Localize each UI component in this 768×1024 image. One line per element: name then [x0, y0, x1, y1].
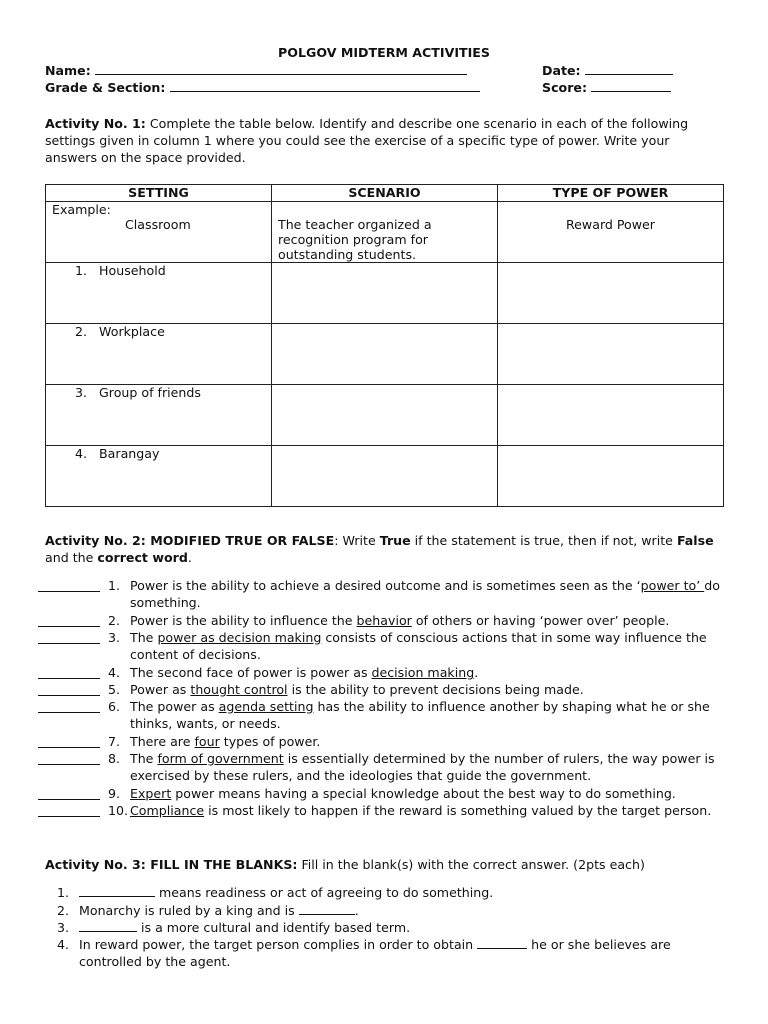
- activity2-instruction-text: if the statement is true, then if not, write: [410, 533, 677, 548]
- activity1-instruction-line3: answers on the space provided.: [45, 150, 246, 165]
- item-number: 1.: [107, 578, 120, 593]
- score-field[interactable]: [591, 80, 671, 92]
- row-setting: Group of friends: [99, 385, 201, 400]
- date-label: Date:: [542, 63, 581, 78]
- column-header-setting: SETTING: [46, 185, 272, 202]
- answer-blank[interactable]: [79, 885, 155, 897]
- power-answer-cell[interactable]: [498, 446, 724, 507]
- score-row: [542, 80, 671, 95]
- statement-text: [130, 802, 730, 819]
- power-answer-cell[interactable]: [498, 324, 724, 385]
- statement-text: [130, 750, 730, 785]
- answer-blank[interactable]: [38, 789, 100, 800]
- table-row: [46, 385, 724, 446]
- row-setting: Workplace: [99, 324, 165, 339]
- grade-row: [45, 80, 480, 95]
- answer-blank[interactable]: [38, 685, 100, 696]
- row-number: 3.: [75, 385, 88, 400]
- name-field[interactable]: [95, 63, 467, 75]
- fill-blank-post: .: [354, 903, 359, 918]
- statement-pre: There are: [130, 734, 195, 749]
- item-number: 5.: [107, 682, 120, 697]
- statement-continuation: content of decisions.: [130, 647, 261, 663]
- statement-post: types of power.: [219, 734, 321, 749]
- underlined-term: power to’: [640, 578, 705, 593]
- score-label: Score:: [542, 80, 587, 95]
- activity1-instruction-line2: settings given in column 1 where you could see the exercise of a specific type of power. Write your: [45, 133, 670, 148]
- grade-label: Grade & Section:: [45, 80, 166, 95]
- scenario-answer-cell[interactable]: [272, 263, 498, 324]
- item-number: 2.: [56, 903, 69, 918]
- scenario-answer-cell[interactable]: [272, 446, 498, 507]
- row-setting: Barangay: [99, 446, 160, 461]
- activity3-heading: Activity No. 3: FILL IN THE BLANKS:: [45, 857, 298, 872]
- statement-post: consists of conscious actions that in some way influence the: [321, 630, 707, 645]
- table-row: [46, 263, 724, 324]
- name-label: Name:: [45, 63, 91, 78]
- fill-blank-post: means readiness or act of agreeing to do something.: [155, 885, 494, 900]
- setting-cell-workplace: [46, 324, 272, 385]
- statement-post: do: [704, 578, 720, 593]
- power-answer-cell[interactable]: [498, 263, 724, 324]
- statement-post: is the ability to prevent decisions being made.: [287, 682, 584, 697]
- fill-blank-text: [79, 936, 719, 971]
- underlined-term: thought control: [190, 682, 288, 697]
- activity1-heading: Activity No. 1:: [45, 116, 146, 131]
- table-header-row: [46, 185, 724, 202]
- activity2-instruction-text: : Write: [334, 533, 380, 548]
- item-number: 9.: [107, 786, 120, 801]
- statement-continuation: thinks, wants, or needs.: [130, 716, 281, 732]
- row-number: 4.: [75, 446, 88, 461]
- answer-blank[interactable]: [38, 702, 100, 713]
- underlined-term: behavior: [356, 613, 412, 628]
- table-row: [46, 324, 724, 385]
- power-answer-cell[interactable]: [498, 385, 724, 446]
- activity1-table: [45, 184, 724, 507]
- statement-continuation: something.: [130, 595, 201, 611]
- statement-post: power means having a special knowledge about the best way to do something.: [171, 786, 676, 801]
- answer-blank[interactable]: [38, 581, 100, 592]
- document-title: POLGOV MIDTERM ACTIVITIES: [278, 45, 490, 60]
- scenario-answer-cell[interactable]: [272, 324, 498, 385]
- fill-blank-pre: Monarchy is ruled by a king and is: [79, 903, 299, 918]
- activity2-heading: Activity No. 2: MODIFIED TRUE OR FALSE: [45, 533, 335, 548]
- false-word: False: [676, 533, 714, 548]
- correct-word: correct word: [97, 550, 188, 565]
- answer-blank[interactable]: [38, 633, 100, 644]
- item-number: 3.: [107, 630, 120, 645]
- row-number: 1.: [75, 263, 88, 278]
- activity2-instruction-text: and the: [45, 550, 98, 565]
- row-setting: Household: [99, 263, 166, 278]
- item-number: 1.: [56, 885, 69, 900]
- fill-blank-text: [79, 919, 719, 936]
- answer-blank[interactable]: [299, 903, 355, 915]
- statement-pre: Power as: [130, 682, 191, 697]
- statement-text: [130, 629, 730, 664]
- statement-continuation: exercised by these rulers, and the ideologies that guide the government.: [130, 768, 592, 784]
- statement-text: [130, 577, 730, 612]
- underlined-term: Expert: [130, 786, 172, 801]
- statement-text: [130, 664, 730, 681]
- answer-blank[interactable]: [477, 937, 527, 949]
- name-row: [45, 63, 467, 78]
- activity2-instruction-text: .: [187, 550, 192, 565]
- statement-pre: The second face of power is power as: [130, 665, 372, 680]
- activity1-instructions: [45, 115, 735, 166]
- item-number: 2.: [107, 613, 120, 628]
- statement-post: has the ability to influence another by shaping what he or she: [313, 699, 710, 714]
- table-row: [46, 446, 724, 507]
- answer-blank[interactable]: [38, 806, 100, 817]
- fill-blank-post: he or she believes are: [527, 937, 671, 952]
- statement-pre: The power as: [130, 699, 219, 714]
- setting-cell-group-of-friends: [46, 385, 272, 446]
- activity3-instruction: Fill in the blank(s) with the correct answer. (2pts each): [297, 857, 645, 872]
- fill-blank-continuation: controlled by the agent.: [79, 954, 231, 970]
- item-number: 6.: [107, 699, 120, 714]
- setting-cell-barangay: [46, 446, 272, 507]
- item-number: 8.: [107, 751, 120, 766]
- activity3-instructions: [45, 856, 735, 873]
- column-header-type-of-power: TYPE OF POWER: [498, 185, 724, 202]
- date-field[interactable]: [585, 63, 673, 75]
- example-label: Example:: [52, 202, 111, 217]
- statement-pre: Power is the ability to influence the: [130, 613, 357, 628]
- statement-text: [130, 785, 730, 802]
- statement-text: [130, 698, 730, 733]
- item-number: 3.: [56, 920, 69, 935]
- example-setting: Classroom: [125, 217, 191, 232]
- column-header-scenario: SCENARIO: [272, 185, 498, 202]
- underlined-term: form of government: [157, 751, 284, 766]
- fill-blank-text: [79, 884, 719, 901]
- statement-text: [130, 681, 730, 698]
- fill-blank-text: [79, 902, 719, 919]
- statement-post: is essentially determined by the number of rulers, the way power is: [283, 751, 715, 766]
- item-number: 7.: [107, 734, 120, 749]
- statement-post: .: [474, 665, 479, 680]
- statement-text: [130, 612, 730, 629]
- underlined-term: four: [194, 734, 220, 749]
- statement-post: is most likely to happen if the reward is something valued by the target person.: [204, 803, 712, 818]
- row-number: 2.: [75, 324, 88, 339]
- fill-blank-pre: In reward power, the target person complies in order to obtain: [79, 937, 478, 952]
- table-row-example: [46, 202, 724, 263]
- date-row: [542, 63, 673, 78]
- item-number: 10.: [107, 803, 128, 818]
- answer-blank[interactable]: [79, 920, 137, 932]
- activity2-instructions: [45, 532, 735, 566]
- activity1-instruction-line1: Complete the table below. Identify and describe one scenario in each of the following: [145, 116, 689, 131]
- fill-blank-post: is a more cultural and identify based term.: [137, 920, 411, 935]
- item-number: 4.: [107, 665, 120, 680]
- statement-post: of others or having ‘power over’ people.: [411, 613, 670, 628]
- setting-cell-household: [46, 263, 272, 324]
- example-power: Reward Power: [498, 202, 724, 263]
- statement-pre: Power is the ability to achieve a desired outcome and is sometimes seen as the ‘: [130, 578, 641, 593]
- answer-blank[interactable]: [38, 737, 100, 748]
- answer-blank[interactable]: [38, 754, 100, 765]
- answer-blank[interactable]: [38, 668, 100, 679]
- statement-text: [130, 733, 730, 750]
- example-setting-cell: [46, 202, 272, 263]
- underlined-term: decision making: [371, 665, 475, 680]
- underlined-term: agenda setting: [218, 699, 314, 714]
- true-word: True: [379, 533, 411, 548]
- underlined-term: Compliance: [130, 803, 205, 818]
- statement-pre: The: [130, 751, 158, 766]
- item-number: 4.: [56, 937, 69, 952]
- underlined-term: power as decision making: [157, 630, 322, 645]
- scenario-answer-cell[interactable]: [272, 385, 498, 446]
- statement-pre: The: [130, 630, 158, 645]
- example-scenario: The teacher organized a recognition program for outstanding students.: [272, 202, 498, 263]
- answer-blank[interactable]: [38, 616, 100, 627]
- grade-field[interactable]: [170, 80, 480, 92]
